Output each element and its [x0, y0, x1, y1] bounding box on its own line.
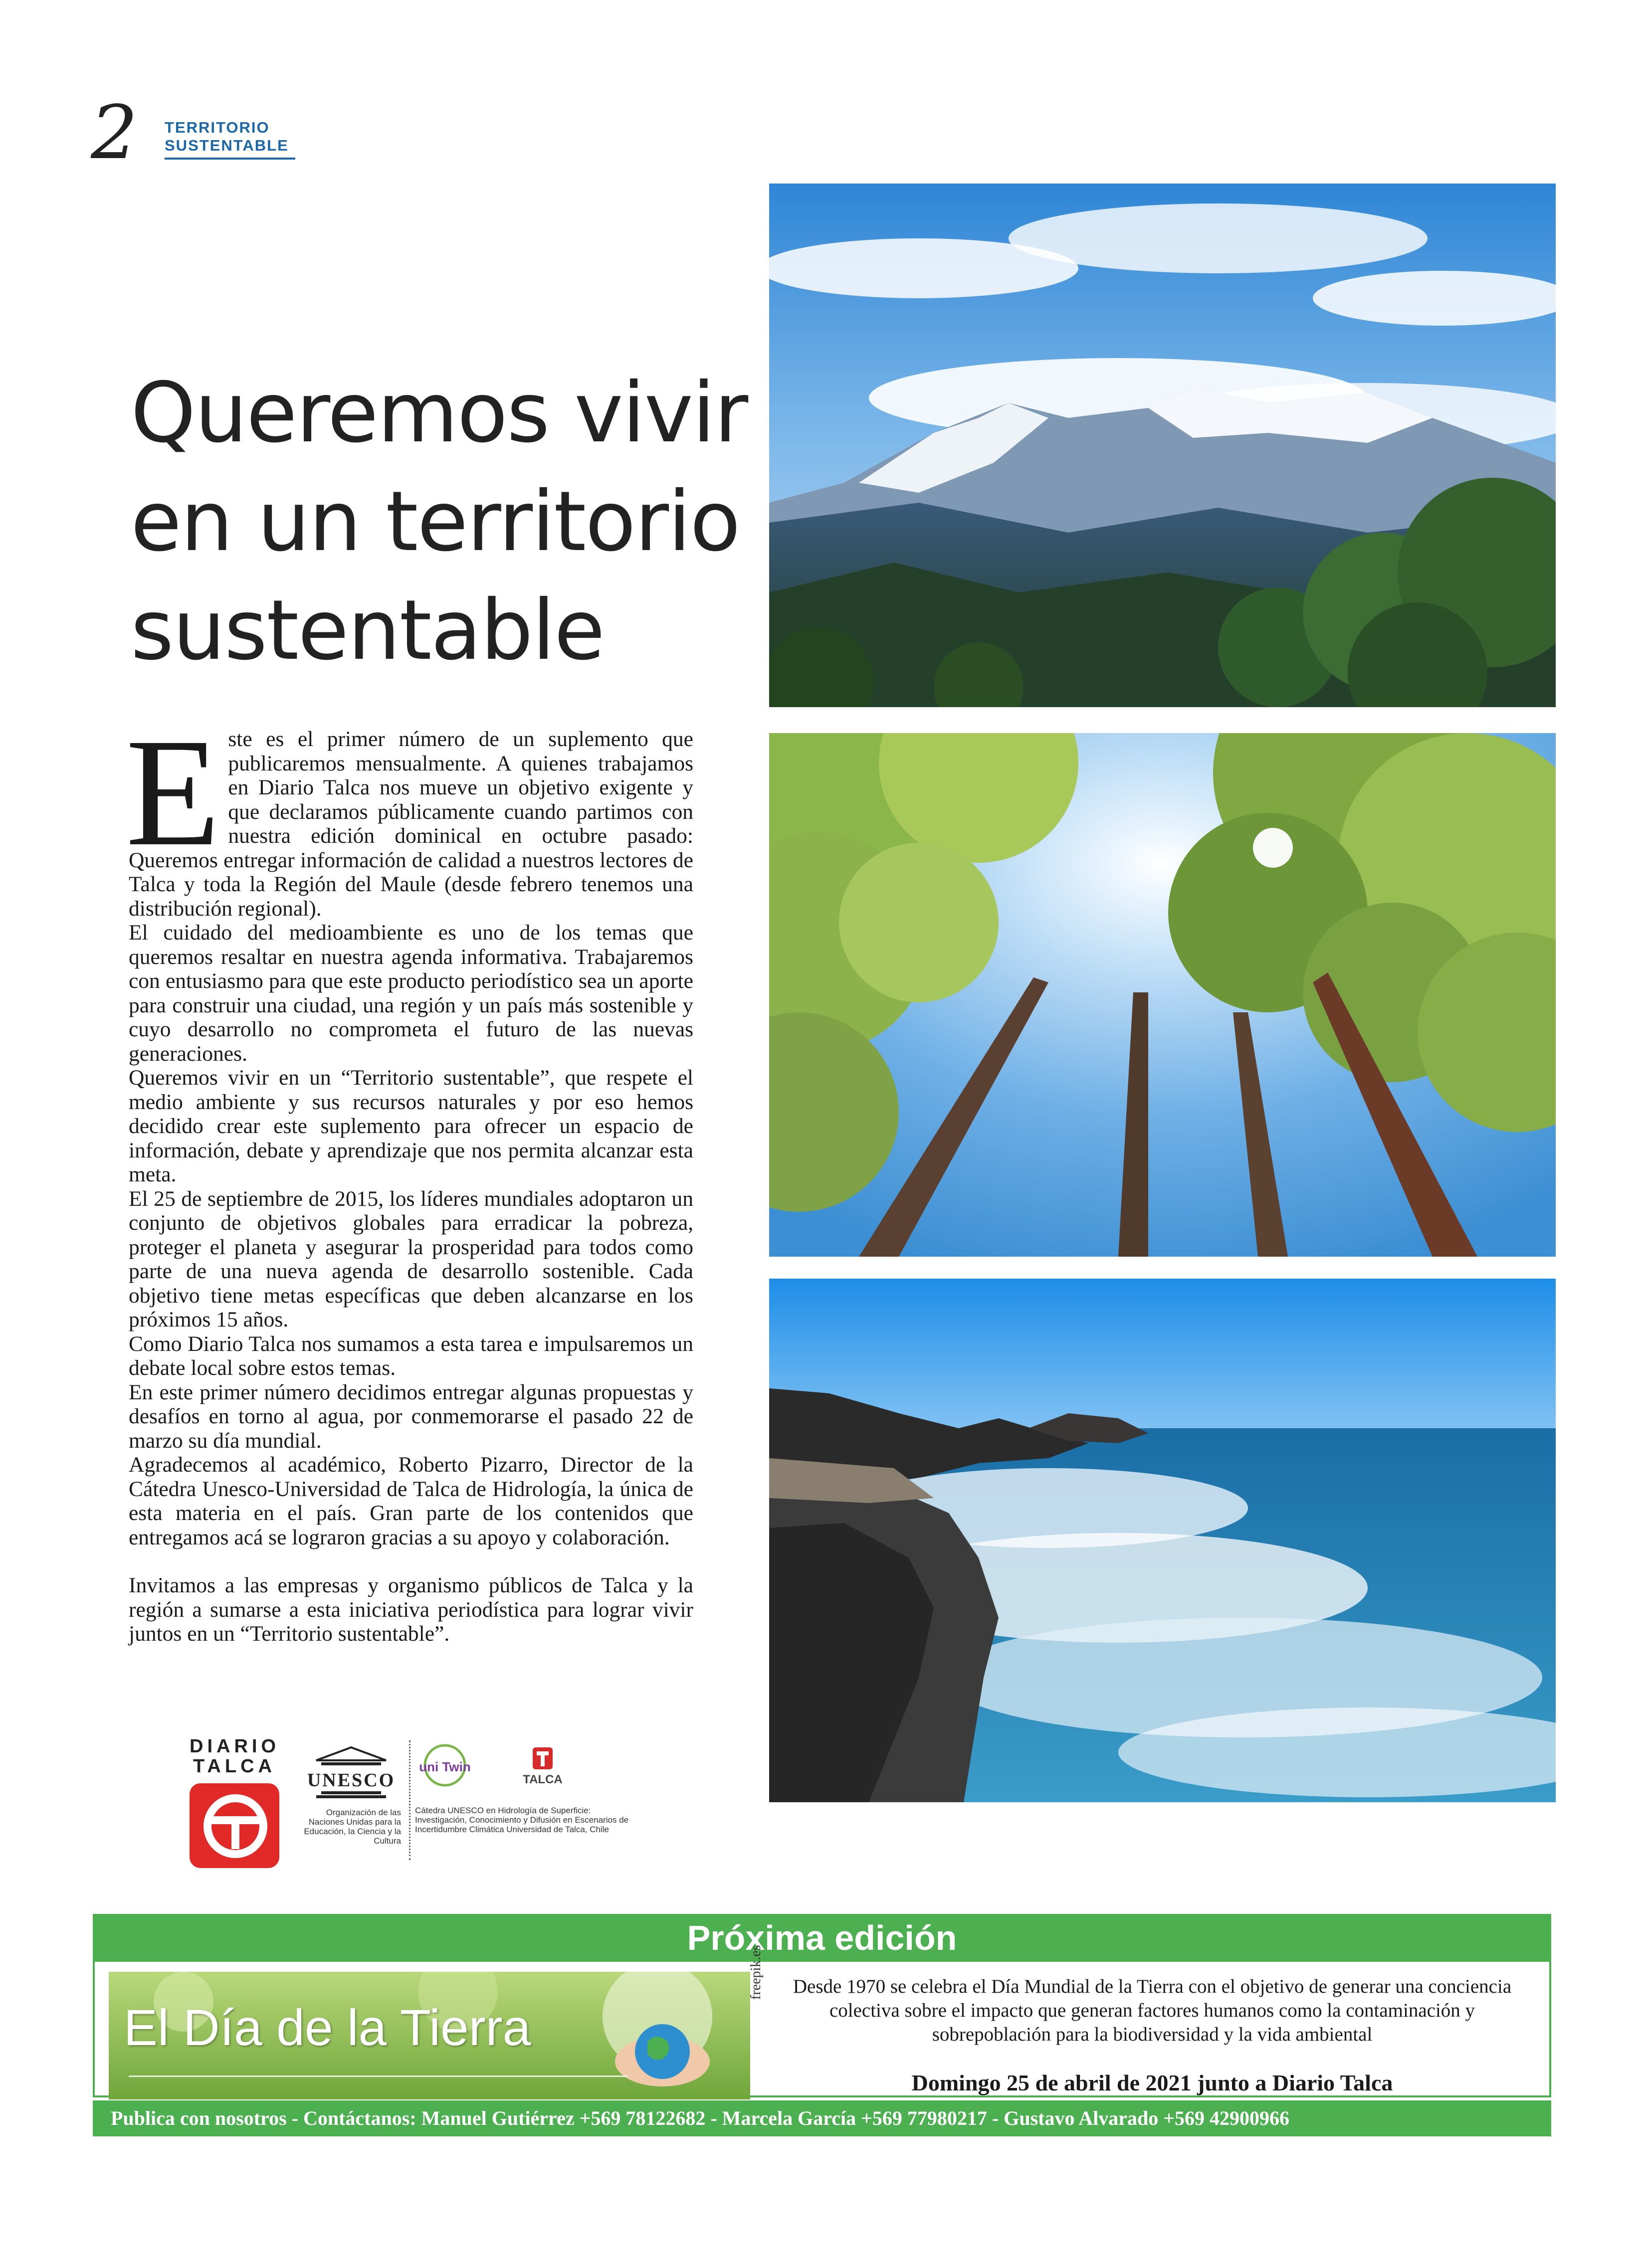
photo-credit: freepik.es: [748, 1945, 764, 2000]
drop-cap: E: [126, 707, 220, 878]
article-paragraph: El cuidado del medioambiente es uno de los temas que queremos resaltar en nuestra agenda informativa. Trabajaremos con entusiasmo para que este producto periodístico sea un aporte para construir una ciudad, una región y un país más sostenible y cuyo desarrollo no comprometa el futuro de las nuevas generaciones.: [129, 921, 693, 1066]
article-paragraph: El 25 de septiembre de 2015, los líderes mundiales adoptaron un conjunto de objetivos globales para erradicar la pobreza, proteger el planeta y asegurar la prosperidad para todos como parte de una nueva agenda de desarrollo sostenible. Cada objetivo tiene metas específicas que deben alcanzarse en los próximos 15 años.: [129, 1186, 693, 1331]
article-paragraph: En este primer número decidimos entregar algunas propuestas y desafíos en torno al agua, por conmemorarse el pasado 22 de marzo su día mundial.: [129, 1380, 693, 1453]
catedra-logos: [415, 1740, 634, 1834]
unesco-temple-icon: [301, 1745, 401, 1800]
headline-line3: sustentable: [131, 582, 605, 679]
section-label-line1: TERRITORIO: [165, 119, 270, 136]
mountain-photo: [769, 184, 1556, 707]
diario-logo-line2: TALCA: [193, 1756, 276, 1777]
forest-canopy-photo: [769, 733, 1556, 1257]
next-edition-title: Próxima edición: [93, 1914, 1551, 1962]
coast-photo: [769, 1279, 1556, 1802]
unesco-caption: Organización de las Naciones Unidas para la Educación, la Ciencia y la Cultura: [304, 1808, 401, 1846]
headline-line1: Queremos vivir: [131, 365, 748, 461]
article-body: [126, 707, 693, 1646]
article-paragraph: Queremos vivir en un “Territorio sustentable”, que respete el medio ambiente y sus recursos naturales y por eso hemos decidido crear este suplemento para ofrecer un espacio de información, debate y aprendizaje que nos permita alcanzar esta meta.: [129, 1066, 693, 1186]
catedra-caption: Cátedra UNESCO en Hidrología de Superficie: Investigación, Conocimiento y Difusión en Escenarios de Incertidumbre Climática Universidad de Talca, Chile: [415, 1806, 629, 1834]
unesco-word: UNESCO: [307, 1770, 396, 1791]
next-edition-description: Desde 1970 se celebra el Día Mundial de la Tierra con el objetivo de generar una conciencia colectiva sobre el impacto que generan factores humanos como la contaminación y sobrepoblación para la biodiversidad y la vida ambiental: [793, 1976, 1512, 2045]
section-label-line2: SUSTENTABLE: [165, 137, 289, 154]
article-paragraph: ste es el primer número de un suplemento que publicaremos mensualmente. A quienes trabajamos en Diario Talca nos mueve un objetivo exigente y que declaramos públicamente cuando partimos con nuestra edición dominical en octubre pasado: Queremos entregar información de calidad a nuestros lectores de Talca y toda la Región del Maule (desde febrero tenemos una distribución regional).: [129, 727, 693, 921]
headline: [131, 359, 759, 685]
diario-logo-line1: DIARIO: [190, 1736, 280, 1757]
talca-word: TALCA: [523, 1773, 563, 1786]
headline-line2: en un territorio: [131, 474, 740, 570]
article-paragraph: Agradecemos al académico, Roberto Pizarro, Director de la Cátedra Unesco-Universidad de Talca de Hidrología, la única de esta materia en el país. Gran parte de los contenidos que entregamos acá se lograron gracias a su apoyo y colaboración.: [129, 1453, 693, 1549]
unitwin-word: uni Twin: [419, 1759, 471, 1774]
unitwin-talca-icon: [415, 1740, 634, 1800]
contact-footer: Publica con nosotros - Contáctanos: Manuel Gutiérrez +569 78122682 - Marcela García +569 77980217 - Gustavo Alvarado +569 42900966: [93, 2100, 1551, 2136]
unesco-logo: [301, 1745, 401, 1846]
diario-talca-logo: [190, 1736, 279, 1868]
section-label: [165, 119, 295, 160]
next-edition-date: Domingo 25 de abril de 2021 junto a Diario Talca: [911, 2070, 1393, 2095]
page-number: 2: [91, 90, 138, 176]
logo-divider: [409, 1740, 411, 1860]
article-paragraph: Como Diario Talca nos sumamos a esta tarea e impulsaremos un debate local sobre estos temas.: [129, 1331, 693, 1380]
diario-talca-emblem-icon: [190, 1783, 279, 1868]
earth-day-banner-text: El Día de la Tierra: [124, 1999, 531, 2056]
article-paragraph: Invitamos a las empresas y organismo públicos de Talca y la región a sumarse a esta iniciativa periodística para lograr vivir juntos en un “Territorio sustentable”.: [129, 1573, 693, 1646]
